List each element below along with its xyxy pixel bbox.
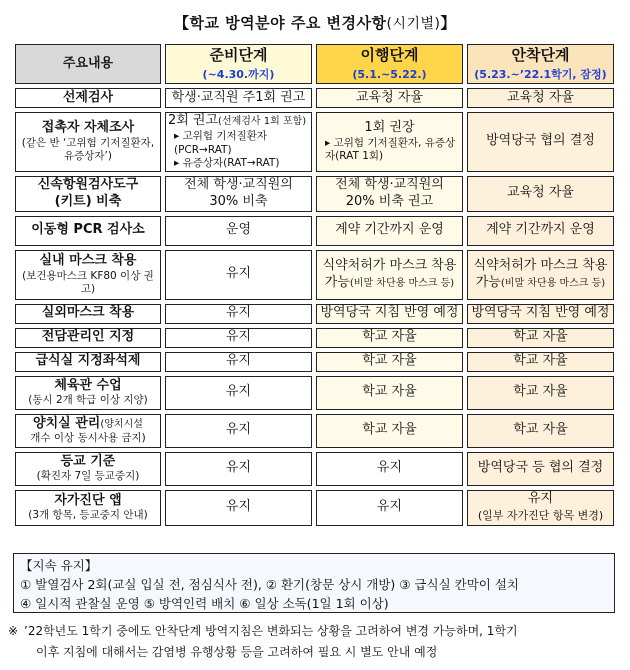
footnote-line: ’22학년도 1학기 중에도 안착단계 방역지침은 변화되는 상황을 고려하여 변경 가능하며, 1학기 — [24, 624, 518, 638]
footnote — [8, 621, 623, 663]
row-label-sub: (확진자 7일 등교중지) — [36, 470, 140, 483]
stable-cell — [467, 490, 614, 526]
prep-cell: 전체 학생·교직원의 30% 비축 — [165, 176, 312, 212]
prep-cell: 유지 — [165, 452, 312, 486]
prep-main: 2회 권고 — [167, 113, 219, 128]
impl-cell: 학교 자율 — [316, 328, 463, 348]
impl-note: (비말 차단용 마스크 등) — [349, 277, 455, 289]
stable-cell: 방역당국 지침 반영 예정 — [467, 304, 614, 324]
impl-main: 1회 권장 — [364, 119, 415, 135]
table-row — [15, 328, 614, 348]
title-sub: (시기별) — [386, 16, 441, 32]
table-row — [15, 250, 614, 300]
row-label-text: 양치실 관리 — [33, 415, 101, 431]
table-row — [15, 352, 614, 372]
stable-cell — [467, 250, 614, 300]
table-row — [15, 112, 614, 172]
prep-cell: 유지 — [165, 490, 312, 526]
row-label-inline: (양치시설 — [100, 418, 143, 430]
header-impl — [316, 44, 463, 84]
header-item: 주요내용 — [15, 44, 161, 84]
impl-cell: 유지 — [316, 490, 463, 526]
row-label-text: 실내 마스크 착용 — [39, 253, 137, 269]
stable-cell: 방역당국 협의 결정 — [467, 112, 614, 172]
stable-cell: 계약 기간까지 운영 — [467, 216, 614, 246]
row-label — [15, 176, 161, 212]
stable-cell: 학교 자율 — [467, 328, 614, 348]
stable-cell: 학교 자율 — [467, 352, 614, 372]
table-row — [15, 452, 614, 486]
stable-cell: 학교 자율 — [467, 414, 614, 448]
impl-period: (5.1.~5.22.) — [352, 67, 427, 81]
row-label-sub: 개수 이상 동시사용 금지) — [30, 432, 146, 445]
maintained-measures-box — [13, 553, 615, 613]
row-label-sub: (같은 반 ‘고위험 기저질환자, 유증상자’) — [21, 137, 155, 163]
prep-note: (선제검사 1회 포함) — [218, 116, 307, 127]
table-header-row — [15, 44, 614, 84]
row-label: 전담관리인 지정 — [15, 328, 161, 348]
footnote-line: 이후 지침에 대해서는 감염병 유행상황 등을 고려하여 필요 시 별도 안내 예정 — [36, 645, 438, 659]
stable-note: (일부 자가진단 항목 변경) — [477, 508, 604, 522]
prep-bullet: ▸ 고위험 기저질환자(PCR→RAT) — [173, 129, 268, 156]
impl-cell: 방역당국 지침 반영 예정 — [316, 304, 463, 324]
impl-cell: 교육청 자율 — [316, 88, 463, 108]
stable-note: (비말 차단용 마스크 등) — [500, 277, 606, 289]
prep-stage-label: 준비단계 — [209, 46, 268, 65]
stable-main: 유지 — [527, 490, 554, 506]
changes-table — [11, 40, 618, 530]
impl-stage-label: 이행단계 — [360, 46, 419, 65]
header-prep — [165, 44, 312, 84]
stable-cell: 방역당국 등 협의 결정 — [467, 452, 614, 486]
prep-cell: 학생·교직원 주1회 권고 — [165, 88, 312, 108]
table-row — [15, 176, 614, 212]
row-label — [15, 490, 161, 526]
row-label-text: 접촉자 자체조사 — [41, 120, 135, 136]
stable-cell: 교육청 자율 — [467, 88, 614, 108]
stable-main: 식약처허가 마스크 착용 가능 — [473, 257, 608, 290]
impl-cell: 학교 자율 — [316, 352, 463, 372]
row-label-text: 신속항원검사도구 — [37, 176, 139, 192]
table-row — [15, 490, 614, 526]
row-label — [15, 376, 161, 410]
maintained-line: ④ 일시적 관찰실 운영 ⑤ 방역인력 배치 ⑥ 일상 소독(1일 1회 이상) — [20, 596, 389, 611]
row-label-sub: (동시 2개 학급 이상 지양) — [28, 394, 148, 407]
stable-cell: 학교 자율 — [467, 376, 614, 410]
title-close: 】 — [440, 14, 457, 32]
impl-cell — [316, 112, 463, 172]
prep-bullet: ▸ 유증상자(RAT→RAT) — [173, 157, 280, 170]
footnote-mark: ※ — [8, 624, 19, 638]
row-label-text-2: (키트) 비축 — [54, 193, 122, 209]
stable-cell: 교육청 자율 — [467, 176, 614, 212]
maintained-heading: 【지속 유지】 — [20, 558, 98, 573]
impl-cell: 유지 — [316, 452, 463, 486]
table-row — [15, 414, 614, 448]
row-label-sub: (3개 항목, 등교중지 안내) — [28, 509, 148, 522]
row-label-sub: (보건용마스크 KF80 이상 권고) — [22, 269, 154, 296]
stable-stage-label: 안착단계 — [511, 46, 570, 65]
row-label — [15, 414, 161, 448]
impl-cell: 학교 자율 — [316, 414, 463, 448]
row-label-text: 자가진단 앱 — [54, 492, 122, 508]
prep-period: (~4.30.까지) — [202, 67, 275, 81]
prep-cell: 유지 — [165, 328, 312, 348]
impl-main: 식약처허가 마스크 착용 가능 — [322, 257, 457, 290]
row-label-text: 등교 기준 — [60, 453, 116, 469]
table-row — [15, 376, 614, 410]
prep-cell: 유지 — [165, 352, 312, 372]
row-label: 실외마스크 착용 — [15, 304, 161, 324]
row-label-text: 체육관 수업 — [54, 377, 122, 393]
prep-cell: 운영 — [165, 216, 312, 246]
table-row — [15, 304, 614, 324]
table-row — [15, 88, 614, 108]
row-label: 급식실 지정좌석제 — [15, 352, 161, 372]
row-label: 선제검사 — [15, 88, 161, 108]
row-label: 이동형 PCR 검사소 — [15, 216, 161, 246]
maintained-line: ① 발열검사 2회(교실 입실 전, 점심식사 전), ② 환기(창문 상시 개방) ③ 급식실 칸막이 설치 — [20, 577, 519, 592]
row-label — [15, 112, 161, 172]
impl-cell: 계약 기간까지 운영 — [316, 216, 463, 246]
prep-cell: 유지 — [165, 376, 312, 410]
prep-cell: 유지 — [165, 414, 312, 448]
table-row — [15, 216, 614, 246]
prep-cell: 유지 — [165, 304, 312, 324]
row-label — [15, 452, 161, 486]
impl-bullet: ▸ 고위험 기저질환자, 유증상자(RAT 1회) — [324, 136, 456, 163]
page-title — [0, 12, 630, 33]
title-main: 【학교 방역분야 주요 변경사항 — [173, 14, 387, 32]
impl-cell: 전체 학생·교직원의 20% 비축 권고 — [316, 176, 463, 212]
impl-cell — [316, 250, 463, 300]
prep-cell — [165, 112, 312, 172]
prep-cell: 유지 — [165, 250, 312, 300]
header-stable — [467, 44, 614, 84]
stable-period: (5.23.~’22.1학기, 잠정) — [474, 67, 607, 81]
row-label — [15, 250, 161, 300]
impl-cell: 학교 자율 — [316, 376, 463, 410]
